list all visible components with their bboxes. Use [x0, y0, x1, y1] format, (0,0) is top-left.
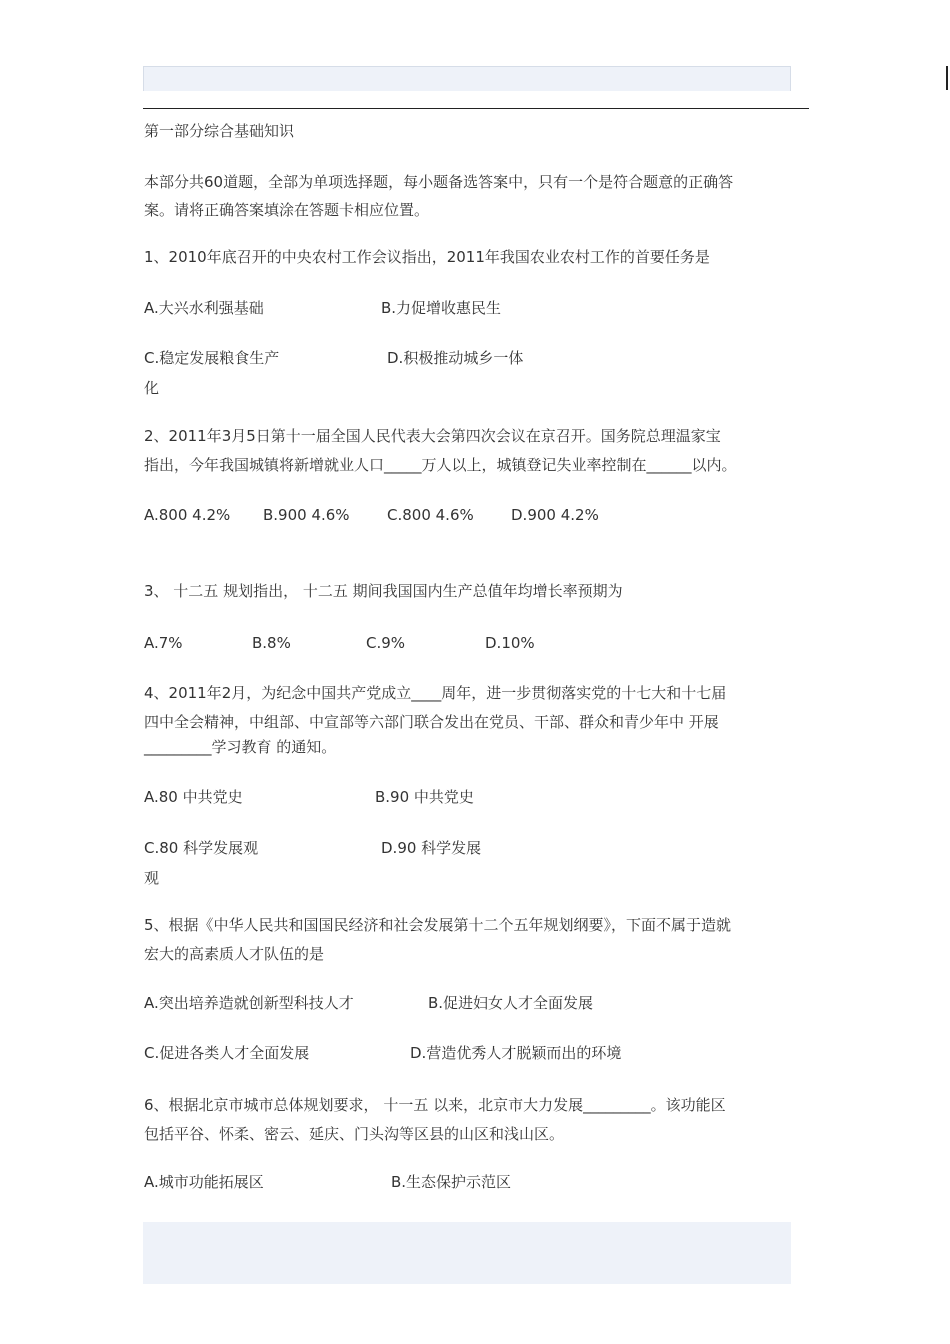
question-1-option-b: B.力促增收惠民生: [381, 299, 502, 317]
question-2-option-b: B.900 4.6%: [263, 506, 350, 524]
question-6-stem-line-1: 6、根据北京市城市总体规划要求， 十一五 以来，北京市大力发展_________。该功能区: [144, 1096, 726, 1114]
question-3-option-c: C.9%: [366, 634, 406, 652]
question-5-option-a: A.突出培养造就创新型科技人才: [144, 994, 354, 1012]
question-4-option-d: D.90 科学发展: [381, 839, 482, 857]
edge-mark: [946, 66, 948, 90]
question-1-option-a: A.大兴水利强基础: [144, 299, 264, 317]
question-2-option-d: D.900 4.2%: [511, 506, 599, 524]
question-4-stem-line-3: _________学习教育 的通知。: [144, 738, 337, 756]
question-2-option-a: A.800 4.2%: [144, 506, 231, 524]
question-5-option-d: D.营造优秀人才脱颖而出的环境: [410, 1044, 622, 1062]
question-4-option-d-wrap: 观: [144, 869, 160, 887]
question-5-option-c: C.促进各类人才全面发展: [144, 1044, 310, 1062]
section-title: 第一部分综合基础知识: [144, 122, 295, 140]
question-2-stem-line-1: 2、2011年3月5日第十一届全国人民代表大会第四次会议在京召开。国务院总理温家宝: [144, 427, 721, 445]
question-3-option-a: A.7%: [144, 634, 183, 652]
footer-band: [143, 1222, 791, 1284]
question-4-option-a: A.80 中共党史: [144, 788, 243, 806]
question-4-option-c: C.80 科学发展观: [144, 839, 259, 857]
question-4-stem-line-2: 四中全会精神，中组部、中宣部等六部门联合发出在党员、干部、群众和青少年中 开展: [144, 713, 719, 731]
question-1-option-d: D.积极推动城乡一体: [387, 349, 524, 367]
question-6-option-a: A.城市功能拓展区: [144, 1173, 264, 1191]
question-6-stem-line-2: 包括平谷、怀柔、密云、延庆、门头沟等区县的山区和浅山区。: [144, 1125, 565, 1143]
question-4-option-b: B.90 中共党史: [375, 788, 474, 806]
question-4-stem-line-1: 4、2011年2月，为纪念中国共产党成立____周年，进一步贯彻落实党的十七大和十七届: [144, 684, 727, 702]
question-1-option-d-wrap: 化: [144, 379, 160, 397]
question-1-stem: 1、2010年底召开的中央农村工作会议指出，2011年我国农业农村工作的首要任务是: [144, 248, 710, 266]
header-band: [143, 66, 791, 91]
question-5-stem-line-2: 宏大的高素质人才队伍的是: [144, 945, 325, 963]
intro-line-1: 本部分共60道题，全部为单项选择题，每小题备选答案中，只有一个是符合题意的正确答: [144, 173, 734, 191]
question-6-option-b: B.生态保护示范区: [391, 1173, 512, 1191]
question-1-option-c: C.稳定发展粮食生产: [144, 349, 280, 367]
header-divider: [143, 108, 809, 109]
intro-line-2: 案。请将正确答案填涂在答题卡相应位置。: [144, 201, 430, 219]
question-3-option-b: B.8%: [252, 634, 291, 652]
question-5-option-b: B.促进妇女人才全面发展: [428, 994, 594, 1012]
question-3-option-d: D.10%: [485, 634, 535, 652]
question-2-option-c: C.800 4.6%: [387, 506, 474, 524]
question-5-stem-line-1: 5、根据《中华人民共和国国民经济和社会发展第十二个五年规划纲要》，下面不属于造就: [144, 916, 732, 934]
question-2-stem-line-2: 指出，今年我国城镇将新增就业人口_____万人以上，城镇登记失业率控制在______以内。: [144, 456, 737, 474]
question-3-stem: 3、 十二五 规划指出， 十二五 期间我国国内生产总值年均增长率预期为: [144, 582, 623, 600]
